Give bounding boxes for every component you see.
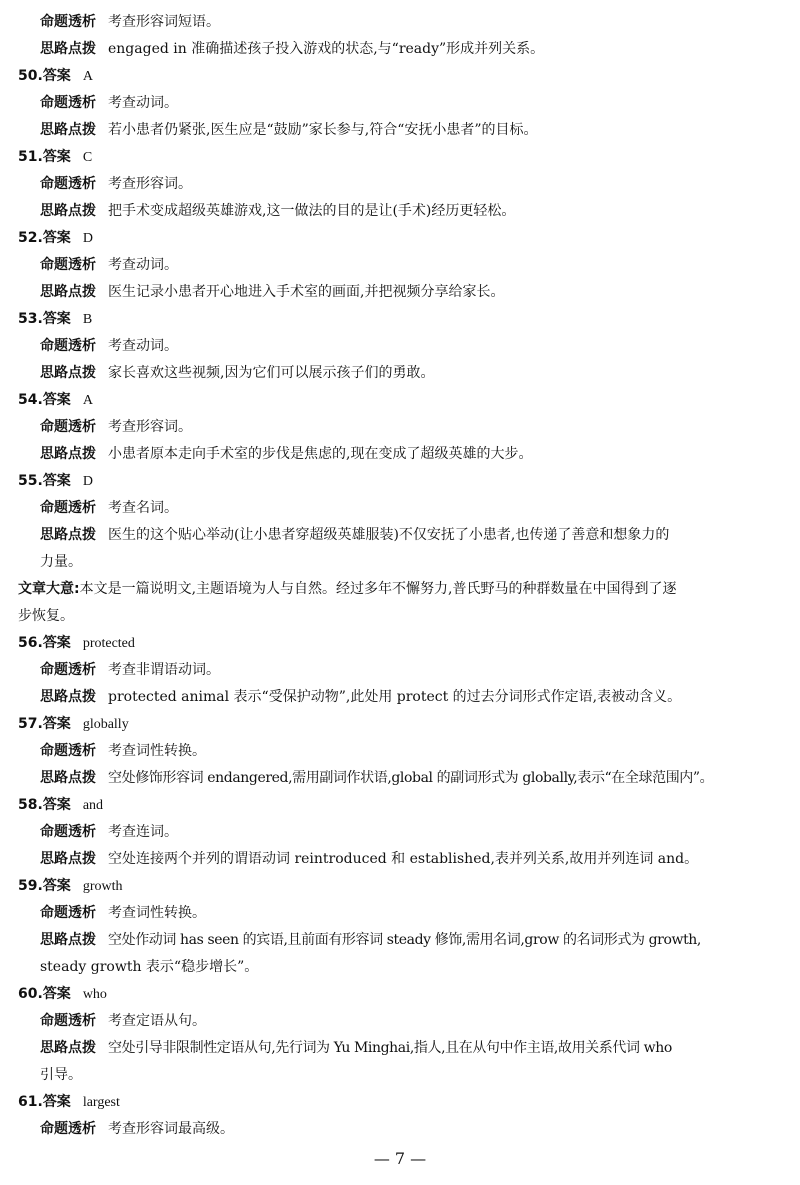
q54-answer-line <box>18 386 790 413</box>
answer-label: 答案 <box>42 1094 71 1110</box>
q60-topic-line <box>18 1007 790 1034</box>
tip-text: 家长喜欢这些视频,因为它们可以展示孩子们的勇敢。 <box>108 365 435 381</box>
q55-tip-line <box>18 521 790 548</box>
answer-label: 答案 <box>42 392 71 408</box>
q54-topic-line <box>18 413 790 440</box>
answer-label: 答案 <box>42 986 71 1002</box>
q56-tip-line <box>18 683 790 710</box>
q55-answer-line <box>18 467 790 494</box>
topic-label: 命题透析 <box>40 95 96 111</box>
answer-value: growth <box>82 879 123 894</box>
tip-text: 医生的这个贴心举动(让小患者穿超级英雄服装)不仅安抚了小患者,也传递了善意和想象力的 <box>108 527 670 543</box>
question-number: 56. <box>18 635 43 651</box>
question-number: 53. <box>18 311 43 327</box>
q60-tip-line <box>18 1034 790 1061</box>
tip-text: engaged in 准确描述孩子投入游戏的状态,与“ready”形成并列关系。 <box>108 41 545 57</box>
tip-text: 医生记录小患者开心地进入手术室的画面,并把视频分享给家长。 <box>108 284 505 300</box>
topic-label: 命题透析 <box>40 662 96 678</box>
q53-topic-line <box>18 332 790 359</box>
question-number: 61. <box>18 1094 43 1110</box>
topic-label: 命题透析 <box>40 1013 96 1029</box>
tip-label: 思路点拨 <box>40 1040 96 1056</box>
tip-text: 把手术变成超级英雄游戏,这一做法的目的是让(手术)经历更轻松。 <box>108 203 516 219</box>
tip-label: 思路点拨 <box>40 932 96 948</box>
q58-tip-line <box>18 845 790 872</box>
answer-key-content <box>18 8 790 1142</box>
answer-value: D <box>82 231 93 246</box>
q57-topic-line <box>18 737 790 764</box>
tip-text: 若小患者仍紧张,医生应是“鼓励”家长参与,符合“安抚小患者”的目标。 <box>108 122 538 138</box>
question-number: 55. <box>18 473 43 489</box>
q49-topic-line <box>18 8 790 35</box>
q60-answer-line <box>18 980 790 1007</box>
answer-value: A <box>82 69 93 84</box>
article-summary-line-2 <box>18 602 790 629</box>
tip-text: protected animal 表示“受保护动物”,此处用 protect 的过去分词形式作定语,表被动含义。 <box>108 689 682 705</box>
q61-answer-line <box>18 1088 790 1115</box>
question-number: 51. <box>18 149 43 165</box>
q59-tip-continuation <box>18 953 790 980</box>
topic-label: 命题透析 <box>40 419 96 435</box>
question-number: 58. <box>18 797 43 813</box>
q59-tip-line <box>18 926 790 953</box>
answer-label: 答案 <box>42 635 71 651</box>
topic-text: 考查词性转换。 <box>108 743 206 759</box>
q50-answer-line <box>18 62 790 89</box>
answer-value: and <box>82 798 104 813</box>
topic-label: 命题透析 <box>40 500 96 516</box>
tip-label: 思路点拨 <box>40 365 96 381</box>
tip-label: 思路点拨 <box>40 527 96 543</box>
answer-label: 答案 <box>42 311 71 327</box>
topic-label: 命题透析 <box>40 905 96 921</box>
q61-topic-line <box>18 1115 790 1142</box>
topic-text: 考查形容词。 <box>108 419 192 435</box>
topic-text: 考查非谓语动词。 <box>108 662 220 678</box>
question-number: 50. <box>18 68 43 84</box>
tip-text: 空处连接两个并列的谓语动词 reintroduced 和 established,表并列关系,故用并列连词 and。 <box>108 851 699 867</box>
topic-text: 考查名词。 <box>108 500 178 516</box>
answer-value: D <box>82 474 93 489</box>
q50-topic-line <box>18 89 790 116</box>
topic-label: 命题透析 <box>40 14 96 30</box>
topic-label: 命题透析 <box>40 743 96 759</box>
answer-label: 答案 <box>42 230 71 246</box>
tip-label: 思路点拨 <box>40 203 96 219</box>
topic-label: 命题透析 <box>40 824 96 840</box>
q59-topic-line <box>18 899 790 926</box>
tip-label: 思路点拨 <box>40 689 96 705</box>
article-summary-line-1 <box>18 575 790 602</box>
topic-label: 命题透析 <box>40 338 96 354</box>
tip-label: 思路点拨 <box>40 41 96 57</box>
topic-text: 考查动词。 <box>108 257 178 273</box>
q58-topic-line <box>18 818 790 845</box>
q49-tip-line <box>18 35 790 62</box>
q53-answer-line <box>18 305 790 332</box>
q57-tip-line <box>18 764 790 791</box>
q59-answer-line <box>18 872 790 899</box>
answer-label: 答案 <box>42 878 71 894</box>
q60-tip-continuation <box>18 1061 790 1088</box>
topic-label: 命题透析 <box>40 1121 96 1137</box>
q51-topic-line <box>18 170 790 197</box>
q52-answer-line <box>18 224 790 251</box>
answer-value: protected <box>82 636 135 651</box>
answer-value: largest <box>82 1095 120 1110</box>
answer-value: C <box>82 150 93 165</box>
topic-text: 考查形容词。 <box>108 176 192 192</box>
q52-tip-line <box>18 278 790 305</box>
answer-value: who <box>82 987 107 1002</box>
tip-label: 思路点拨 <box>40 284 96 300</box>
q51-answer-line <box>18 143 790 170</box>
tip-label: 思路点拨 <box>40 851 96 867</box>
tip-text: 空处修饰形容词 endangered,需用副词作状语,global 的副词形式为 globally,表示“在全球范围内”。 <box>108 770 714 786</box>
topic-label: 命题透析 <box>40 257 96 273</box>
tip-label: 思路点拨 <box>40 446 96 462</box>
answer-label: 答案 <box>42 149 71 165</box>
question-number: 54. <box>18 392 43 408</box>
q58-answer-line <box>18 791 790 818</box>
summary-label: 文章大意: <box>18 581 80 597</box>
question-number: 59. <box>18 878 43 894</box>
topic-label: 命题透析 <box>40 176 96 192</box>
q54-tip-line <box>18 440 790 467</box>
summary-text-continuation: 步恢复。 <box>18 608 74 624</box>
q50-tip-line <box>18 116 790 143</box>
tip-text-continuation: 引导。 <box>40 1067 82 1083</box>
answer-label: 答案 <box>42 797 71 813</box>
q53-tip-line <box>18 359 790 386</box>
tip-text: 小患者原本走向手术室的步伐是焦虑的,现在变成了超级英雄的大步。 <box>108 446 533 462</box>
q57-answer-line <box>18 710 790 737</box>
answer-label: 答案 <box>42 473 71 489</box>
topic-text: 考查动词。 <box>108 338 178 354</box>
topic-text: 考查动词。 <box>108 95 178 111</box>
summary-text: 本文是一篇说明文,主题语境为人与自然。经过多年不懈努力,普氏野马的种群数量在中国得到了逐 <box>79 581 677 597</box>
q56-answer-line <box>18 629 790 656</box>
q55-tip-continuation <box>18 548 790 575</box>
answer-value: globally <box>82 717 129 732</box>
topic-text: 考查形容词短语。 <box>108 14 220 30</box>
page-number: — 7 — <box>373 1149 427 1168</box>
tip-label: 思路点拨 <box>40 122 96 138</box>
answer-label: 答案 <box>42 716 71 732</box>
question-number: 52. <box>18 230 43 246</box>
tip-label: 思路点拨 <box>40 770 96 786</box>
topic-text: 考查形容词最高级。 <box>108 1121 234 1137</box>
tip-text-continuation: 力量。 <box>40 554 82 570</box>
tip-text-continuation: steady growth 表示“稳步增长”。 <box>40 959 259 975</box>
q52-topic-line <box>18 251 790 278</box>
topic-text: 考查连词。 <box>108 824 178 840</box>
answer-label: 答案 <box>42 68 71 84</box>
question-number: 60. <box>18 986 43 1002</box>
q56-topic-line <box>18 656 790 683</box>
tip-text: 空处作动词 has seen 的宾语,且前面有形容词 steady 修饰,需用名词,grow 的名词形式为 growth, <box>108 932 701 948</box>
answer-value: A <box>82 393 93 408</box>
q51-tip-line <box>18 197 790 224</box>
question-number: 57. <box>18 716 43 732</box>
topic-text: 考查词性转换。 <box>108 905 206 921</box>
q55-topic-line <box>18 494 790 521</box>
topic-text: 考查定语从句。 <box>108 1013 206 1029</box>
tip-text: 空处引导非限制性定语从句,先行词为 Yu Minghai,指人,且在从句中作主语,故用关系代词 who <box>108 1040 672 1056</box>
answer-value: B <box>82 312 93 327</box>
